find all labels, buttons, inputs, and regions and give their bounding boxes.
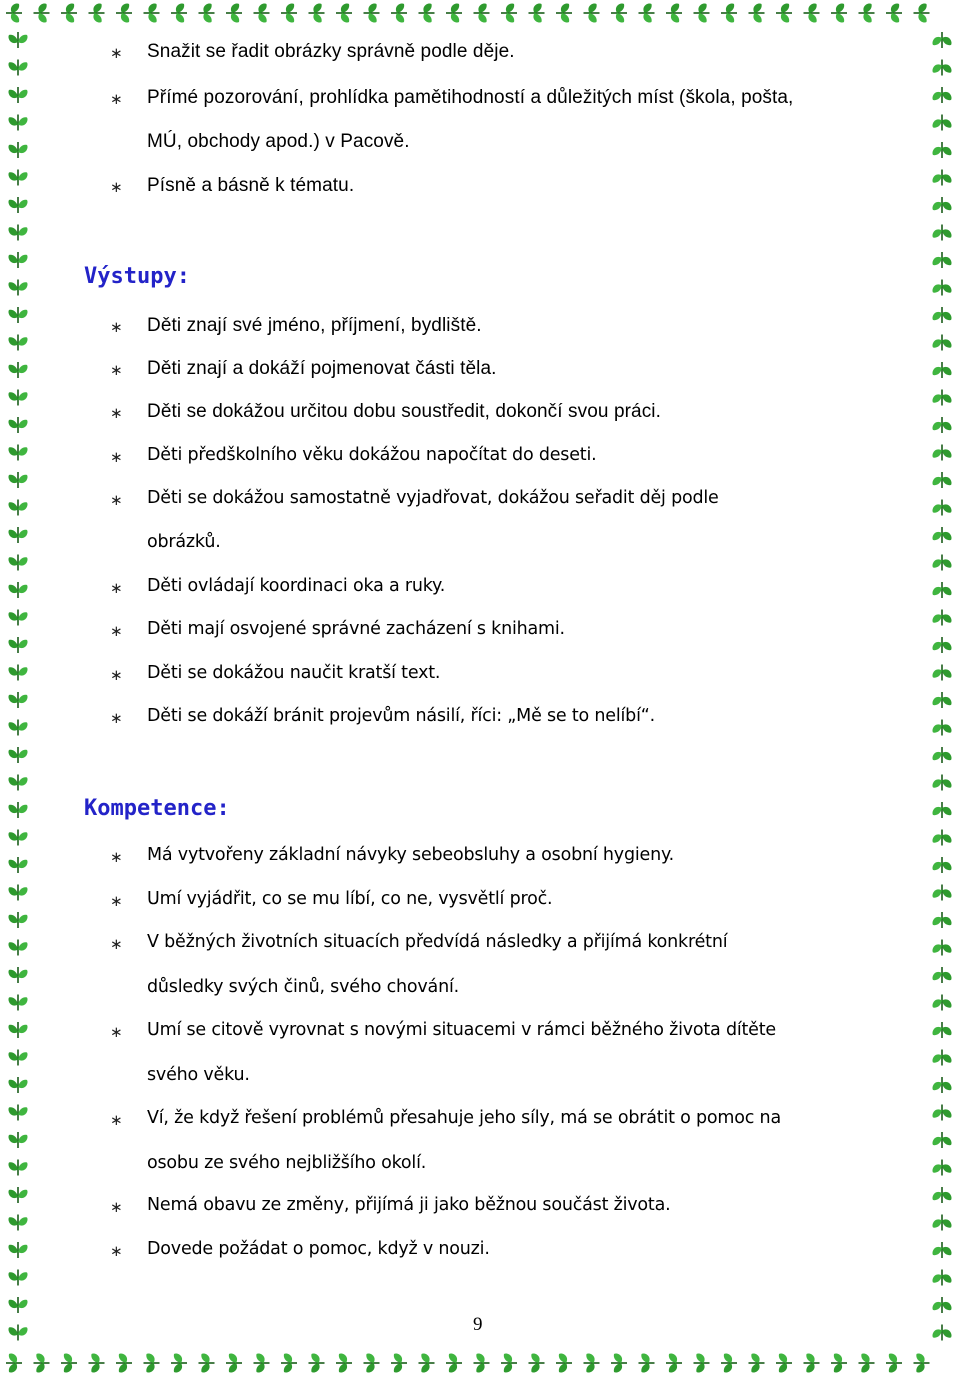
vystupy-item: Děti se dokážou určitou dobu soustředit, dokončí svou práci. (147, 401, 662, 422)
page-number: 9 (473, 1314, 483, 1335)
kompetence-item: Nemá obavu ze změny, přijímá ji jako běžnou součást života. (147, 1195, 671, 1215)
bullet-icon: ∗ (110, 1111, 123, 1129)
bullet-icon: ∗ (110, 892, 123, 910)
bullet-icon: ∗ (110, 318, 123, 336)
section-heading-kompetence: Kompetence: (84, 796, 230, 821)
bullet-icon: ∗ (110, 848, 123, 866)
kompetence-item: Umí vyjádřit, co se mu líbí, co ne, vysvětlí proč. (147, 889, 553, 909)
vystupy-item: Děti ovládají koordinaci oka a ruky. (147, 576, 446, 596)
section-heading-vystupy: Výstupy: (84, 264, 190, 289)
intro-item: Přímé pozorování, prohlídka pamětihodností a důležitých míst (škola, pošta, (147, 87, 794, 108)
vystupy-item-continuation: obrázků. (147, 532, 221, 552)
vystupy-item: Děti se dokážou samostatně vyjadřovat, dokážou seřadit děj podle (147, 488, 719, 508)
bullet-icon: ∗ (110, 178, 123, 196)
bullet-icon: ∗ (110, 709, 123, 727)
bullet-icon: ∗ (110, 448, 123, 466)
vystupy-item: Děti znají své jméno, příjmení, bydliště. (147, 315, 482, 336)
kompetence-item: Ví, že když řešení problémů přesahuje jeho síly, má se obrátit o pomoc na (147, 1108, 781, 1128)
vystupy-item: Děti mají osvojené správné zacházení s knihami. (147, 619, 565, 639)
bullet-icon: ∗ (110, 666, 123, 684)
kompetence-item: Dovede požádat o pomoc, když v nouzi. (147, 1239, 490, 1259)
kompetence-item-continuation: osobu ze svého nejbližšího okolí. (147, 1153, 427, 1173)
bullet-icon: ∗ (110, 404, 123, 422)
vystupy-item: Děti se dokážou naučit kratší text. (147, 663, 441, 683)
bullet-icon: ∗ (110, 1242, 123, 1260)
intro-item: Písně a básně k tématu. (147, 175, 355, 196)
bullet-icon: ∗ (110, 579, 123, 597)
bullet-icon: ∗ (110, 1023, 123, 1041)
kompetence-item-continuation: svého věku. (147, 1065, 250, 1085)
bullet-icon: ∗ (110, 622, 123, 640)
vystupy-item: Děti znají a dokáží pojmenovat části těla. (147, 358, 497, 379)
kompetence-item: V běžných životních situacích předvídá následky a přijímá konkrétní (147, 932, 728, 952)
bullet-icon: ∗ (110, 1198, 123, 1216)
kompetence-item: Umí se citově vyrovnat s novými situacemi v rámci běžného života dítěte (147, 1020, 776, 1040)
bullet-icon: ∗ (110, 361, 123, 379)
kompetence-item-continuation: důsledky svých činů, svého chování. (147, 977, 459, 997)
bullet-icon: ∗ (110, 90, 123, 108)
intro-item-continuation: MÚ, obchody apod.) v Pacově. (147, 131, 410, 152)
vystupy-item: Děti předškolního věku dokážou napočítat do deseti. (147, 445, 597, 465)
intro-item: Snažit se řadit obrázky správně podle děje. (147, 41, 515, 62)
bullet-icon: ∗ (110, 44, 123, 62)
kompetence-item: Má vytvořeny základní návyky sebeobsluhy a osobní hygieny. (147, 845, 675, 865)
bullet-icon: ∗ (110, 935, 123, 953)
vystupy-item: Děti se dokáží bránit projevům násilí, říci: „Mě se to nelíbí“. (147, 706, 655, 726)
bullet-icon: ∗ (110, 491, 123, 509)
